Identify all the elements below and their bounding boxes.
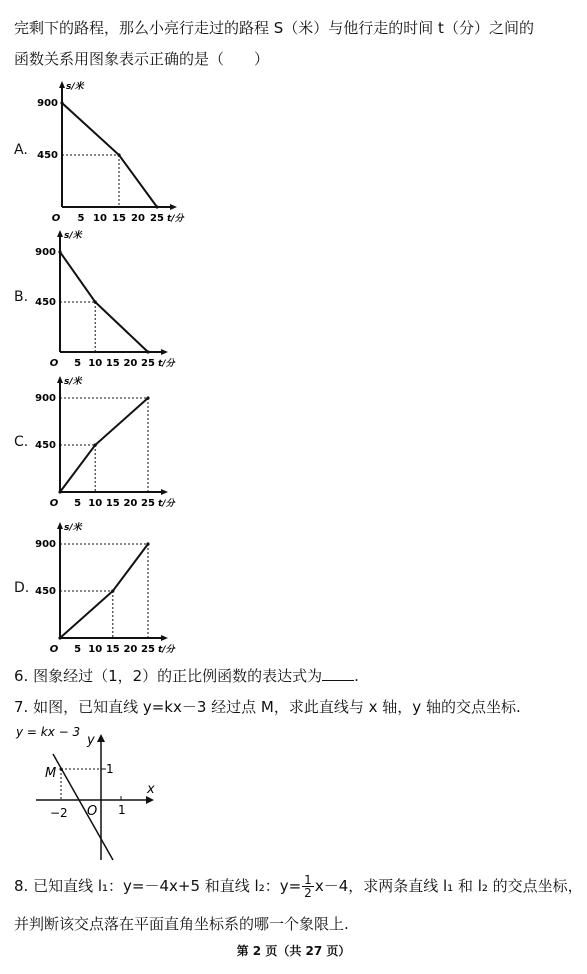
x-tick-label: 10 — [88, 498, 103, 509]
x-axis-label: t/分 — [158, 645, 175, 655]
question6-text: 6. 图象经过（1，2）的正比例函数的表达式为 — [14, 667, 323, 685]
x-tick-label: 5 — [74, 644, 82, 655]
x-tick-label: 15 — [112, 213, 126, 224]
chart-option-a — [30, 82, 230, 227]
x-tick-label: 20 — [123, 498, 138, 509]
y-tick-label: 450 — [37, 150, 58, 161]
data-point — [60, 101, 63, 104]
tick-neg2-label: −2 — [50, 806, 68, 820]
y-tick-label: 900 — [37, 98, 58, 109]
x-axis-arrow — [170, 204, 177, 210]
y-axis-arrow — [59, 81, 65, 88]
x-axis-arrow — [161, 635, 168, 641]
x-axis-label: t/分 — [158, 359, 175, 369]
x-tick-label: 15 — [105, 644, 120, 655]
chart-option-d — [30, 520, 230, 655]
line-equation-label: y = kx − 3 — [16, 725, 81, 739]
x-tick-label: 10 — [88, 358, 103, 369]
y-tick-label: 450 — [35, 297, 56, 308]
x-tick-label: 20 — [123, 644, 138, 655]
x-tick-label: 5 — [77, 213, 85, 224]
point-m — [60, 768, 63, 771]
y-axis-arrow — [57, 376, 63, 383]
question6-end: . — [354, 667, 359, 685]
fraction-denominator: 2 — [304, 886, 312, 900]
question7-figure — [14, 722, 164, 867]
option-a-label: A. — [14, 142, 28, 158]
chart-option-c — [30, 374, 230, 509]
option-d-label: D. — [14, 580, 30, 596]
data-point — [117, 153, 120, 156]
data-point — [58, 636, 61, 639]
chart-option-b — [30, 229, 230, 369]
data-point — [146, 542, 149, 545]
point-m-label: M — [45, 766, 57, 781]
x-axis-arrow — [161, 349, 168, 355]
x-tick-label: 25 — [141, 498, 155, 509]
x-tick-label: 20 — [123, 358, 138, 369]
series-line — [62, 103, 157, 207]
option-c-label: C. — [14, 434, 29, 450]
x-tick-label: 15 — [105, 358, 120, 369]
data-point — [146, 350, 149, 353]
answer-blank[interactable] — [322, 666, 354, 681]
x-tick-label: O — [51, 213, 61, 224]
y-axis-label: s/米 — [64, 523, 82, 533]
y-tick-label: 900 — [35, 393, 56, 404]
x-axis-label: t/分 — [158, 499, 175, 509]
data-point — [58, 490, 61, 493]
x-axis-label: t/分 — [167, 214, 184, 224]
y-tick-label: 450 — [35, 586, 56, 597]
y-axis-label: s/米 — [64, 377, 82, 387]
x-tick-label: 10 — [88, 644, 103, 655]
question8-part2: x－4，求两条直线 l₁ 和 l₂ 的交点坐标， — [314, 877, 583, 895]
x-axis-arrow — [146, 796, 154, 804]
x-tick-label: 5 — [74, 498, 82, 509]
y-axis-arrow — [57, 522, 63, 529]
origin-label: O — [87, 804, 98, 819]
fraction-one-half — [302, 874, 314, 899]
question8-part1: 8. 已知直线 l₁：y=－4x+5 和直线 l₂：y= — [14, 877, 302, 895]
x-axis-label: x — [147, 782, 155, 797]
y-tick-label: 450 — [35, 440, 56, 451]
y-tick-label: 900 — [35, 247, 56, 258]
fraction-numerator: 1 — [304, 873, 312, 887]
data-point — [146, 396, 149, 399]
x-tick-label: 25 — [141, 358, 155, 369]
data-point — [111, 589, 114, 592]
question5-line2: 函数关系用图象表示正确的是（ ） — [14, 50, 270, 68]
y-tick-label: 900 — [35, 539, 56, 550]
question8-line2: 并判断该交点落在平面直角坐标系的哪一个象限上. — [14, 915, 349, 933]
y-axis-arrow — [97, 734, 105, 742]
option-b-label: B. — [14, 289, 29, 305]
page-footer: 第 2 页（共 27 页） — [236, 944, 351, 958]
tick-y1-label: 1 — [106, 762, 114, 776]
x-tick-label: 20 — [131, 213, 145, 224]
y-axis-label: s/米 — [66, 82, 84, 92]
question8-line1 — [14, 874, 583, 899]
x-tick-label: 5 — [74, 358, 82, 369]
x-tick-label: O — [49, 358, 59, 369]
x-tick-label: O — [49, 644, 59, 655]
x-tick-label: 10 — [93, 213, 107, 224]
x-tick-label: O — [49, 498, 59, 509]
x-tick-label: 25 — [150, 213, 164, 224]
data-point — [58, 250, 61, 253]
y-axis-label: s/米 — [64, 231, 82, 241]
tick-x1-label: 1 — [118, 803, 126, 817]
question6 — [14, 666, 359, 686]
y-axis-label: y — [87, 733, 95, 748]
question7-text: 7. 如图，已知直线 y=kx－3 经过点 M，求此直线与 x 轴，y 轴的交点坐标. — [14, 698, 521, 716]
x-tick-label: 15 — [105, 498, 120, 509]
x-axis-arrow — [161, 489, 168, 495]
data-point — [155, 205, 158, 208]
data-point — [94, 300, 97, 303]
x-tick-label: 25 — [141, 644, 155, 655]
data-point — [94, 443, 97, 446]
question5-line1: 完剩下的路程，那么小亮行走过的路程 S（米）与他行走的时间 t（分）之间的 — [14, 19, 534, 37]
y-axis-arrow — [57, 230, 63, 237]
